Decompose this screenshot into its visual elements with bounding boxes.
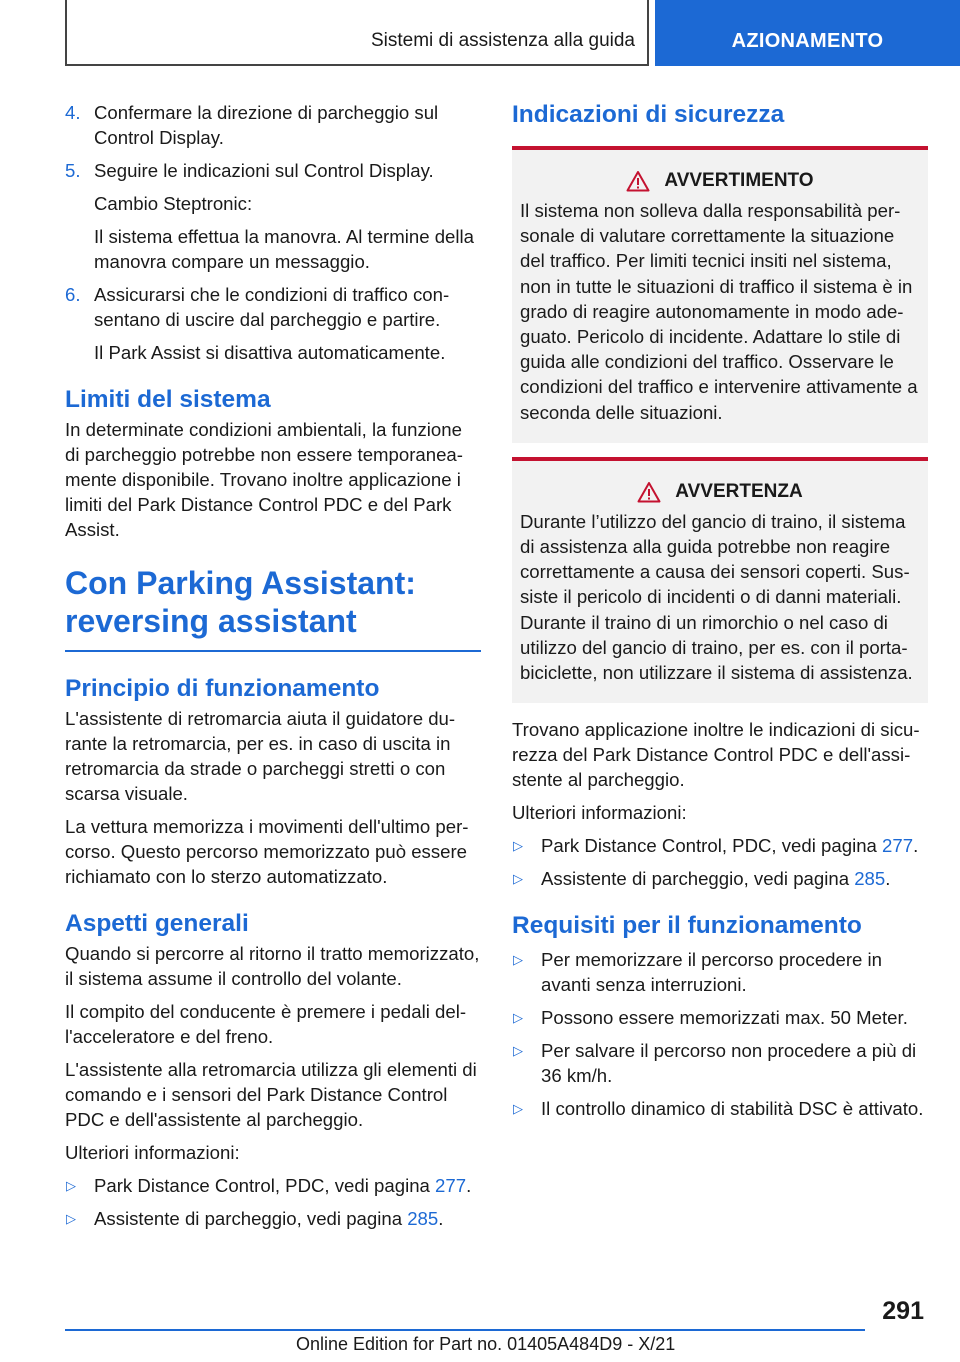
list-item: [512, 947, 928, 997]
warning-text: Durante l’utilizzo del gancio di traino, il sistema di assistenza alla guida potrebbe non reagire correttamente a causa dei sensori coperti. Sussiste il pericolo di incidenti o di danni materiali. Durante il traino di un rimorchio o nel caso di utilizzo del gancio di traino, per es. con il portabiciclette, non utilizzare il sistema di assistenza.: [520, 510, 913, 684]
limits-text: In determinate condizioni ambientali, la funzione di parcheggio potrebbe non essere temporaneamente disponibile. Trovano inoltre applicazione i limiti del Park Distance Control PDC e del Park Assist.: [65, 419, 463, 540]
step-number: 4.: [65, 102, 81, 123]
step-item: [65, 158, 481, 183]
requirement-text: Possono essere memorizzati max. 50 Meter.: [541, 1007, 908, 1029]
chapter-rule: [65, 650, 481, 652]
header-frame: [65, 0, 649, 66]
chapter-tab-label: AZIONAMENTO: [731, 30, 884, 52]
page-link[interactable]: 285: [854, 868, 886, 890]
warning-text: Il sistema non solleva dalla responsabilità personale di valutare correttamente la situazione del traffico. Per limiti tecnici insiti nel sistema, non in tutte le situazioni di traffico il sistema è in grado di reagire autonomamente in modo adeguato. Pericolo di incidente. Adattare lo stile di guida alle condizioni del traffico. Osservare le condizioni del traffico e intervenire attivamente a seconda delle situazioni.: [520, 200, 918, 423]
list-item: [512, 866, 928, 891]
list-item: [65, 1173, 481, 1198]
ref-text: Assistente di parcheggio, vedi pagina 285.: [541, 868, 891, 890]
bullet-icon: ▷: [513, 1101, 523, 1117]
list-item: [512, 1038, 928, 1088]
requirement-text: Il controllo dinamico di stabilità DSC è attivato.: [541, 1098, 924, 1120]
ref-text: Park Distance Control, PDC, vedi pagina 277.: [94, 1175, 472, 1196]
general-text: Quando si percorre al ritorno il tratto memorizzato, il sistema assume il controllo del volante.: [65, 943, 480, 989]
step-text: Assicurarsi che le condizioni di traffico consentano di uscire dal parcheggio e partire.: [94, 284, 450, 330]
ref-text: Assistente di parcheggio, vedi pagina 285.: [94, 1208, 444, 1229]
safety-heading: Indicazioni di sicurezza: [512, 101, 785, 128]
step-number: 6.: [65, 284, 81, 305]
list-item: [65, 1206, 481, 1231]
chapter-heading: Con Parking Assistant: reversing assistant: [65, 565, 416, 639]
bullet-icon: ▷: [513, 952, 523, 968]
bullet-icon: ▷: [513, 838, 523, 854]
ref-text: Park Distance Control, PDC, vedi pagina 277.: [541, 835, 919, 857]
bullet-icon: ▷: [513, 1010, 523, 1026]
step-item: [65, 282, 481, 332]
general-text: Il compito del conducente è premere i pedali dell'acceleratore e del freno.: [65, 1001, 467, 1047]
more-info-label: Ulteriori informazioni:: [65, 1142, 240, 1163]
right-column: [512, 100, 928, 1129]
step-item: [65, 100, 481, 150]
page-link[interactable]: 277: [435, 1175, 467, 1196]
general-text: L'assistente alla retromarcia utilizza gli elementi di comando e i sensori del Park Distance Control PDC e dell'assistente al parcheggio.: [65, 1059, 477, 1130]
section-title: Sistemi di assistenza alla guida: [370, 30, 635, 51]
list-item: [512, 1005, 928, 1030]
principle-heading: Principio di funzionamento: [65, 675, 380, 702]
general-heading: Aspetti generali: [65, 910, 249, 937]
warning-title: AVVERTIMENTO: [664, 170, 814, 191]
bullet-icon: ▷: [66, 1211, 76, 1226]
bullet-icon: ▷: [513, 871, 523, 887]
page-link[interactable]: 277: [882, 835, 914, 857]
page-number: 291: [882, 1297, 924, 1325]
step-note: Il Park Assist si disattiva automaticamente.: [94, 342, 446, 363]
requirement-text: Per salvare il percorso non procedere a più di 36 km/h.: [541, 1040, 917, 1087]
bullet-icon: ▷: [513, 1043, 523, 1059]
step-note: Il sistema effettua la manovra. Al termine della manovra compare un messaggio.: [94, 226, 474, 272]
principle-text: La vettura memorizza i movimenti dell'ultimo percorso. Questo percorso memorizzato può essere richiamato con lo sterzo automatizzato.: [65, 816, 469, 887]
chapter-tab[interactable]: [655, 0, 960, 66]
step-number: 5.: [65, 160, 81, 181]
footer-rule: [65, 1329, 865, 1331]
warning-box: [512, 146, 928, 443]
step-note: Cambio Steptronic:: [94, 193, 253, 214]
warning-title: AVVERTENZA: [675, 480, 803, 502]
step-text: Seguire le indicazioni sul Control Display.: [94, 160, 434, 181]
footer-edition: Online Edition for Part no. 01405A484D9 - X/21: [296, 1334, 676, 1354]
step-text: Confermare la direzione di parcheggio sul Control Display.: [94, 102, 439, 148]
warning-triangle-icon: [626, 170, 650, 192]
principle-text: L'assistente di retromarcia aiuta il guidatore durante la retromarcia, per es. in caso di uscita in retromarcia da strade o parcheggi stretti o con scarsa visuale.: [65, 708, 456, 804]
bullet-icon: ▷: [66, 1178, 76, 1193]
list-item: [512, 1096, 928, 1121]
requirement-text: Per memorizzare il percorso procedere in avanti senza interruzioni.: [541, 949, 883, 996]
requirements-heading: Requisiti per il funzionamento: [512, 912, 862, 940]
page-link[interactable]: 285: [407, 1208, 439, 1229]
list-item: [512, 833, 928, 858]
left-column: [65, 100, 481, 1239]
warning-triangle-icon: [637, 481, 661, 503]
more-info-label: Ulteriori informazioni:: [512, 802, 687, 824]
after-warning-text: Trovano applicazione inoltre le indicazioni di sicurezza del Park Distance Control PDC e dell'assistente al parcheggio.: [512, 719, 920, 791]
warning-box: [512, 457, 928, 703]
limits-heading: Limiti del sistema: [65, 386, 271, 413]
